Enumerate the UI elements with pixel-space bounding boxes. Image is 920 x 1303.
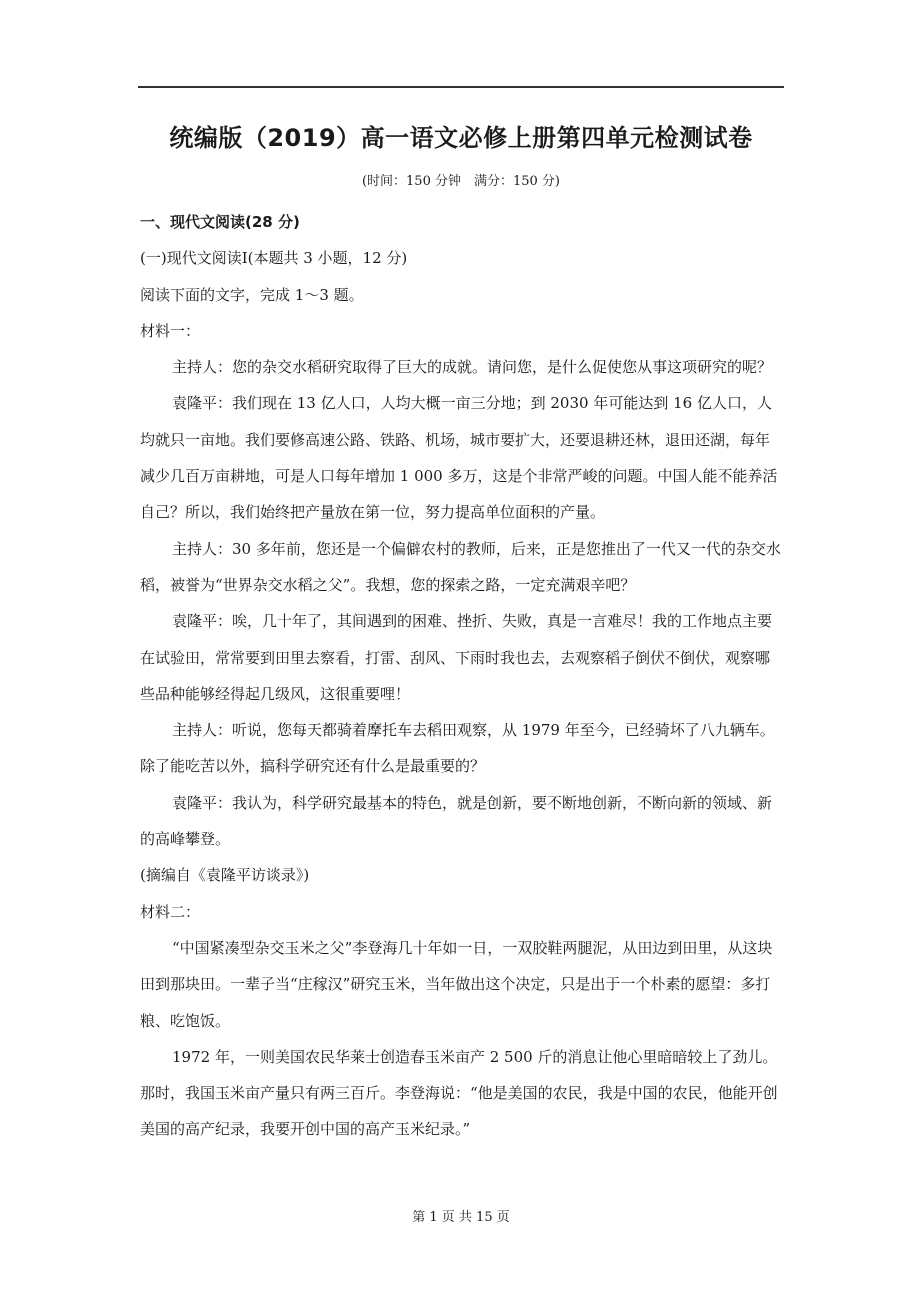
document-body <box>140 204 784 1148</box>
paragraph: “中国紧凑型杂交玉米之父”李登海几十年如一日，一双胶鞋两腿泥，从田边到田里，从这块田到那块田。一辈子当“庄稼汉”研究玉米，当年做出这个决定，只是出于一个朴素的愿望：多打粮、吃饱饭。 <box>140 938 773 1030</box>
exam-info: (时间：150 分钟 满分：150 分) <box>361 174 561 189</box>
paragraph: 袁隆平：唉，几十年了，其间遇到的困难、挫折、失败，真是一言难尽！我的工作地点主要在试验田，常常要到田里去察看，打雷、刮风、下雨时我也去，去观察稻子倒伏不倒伏，观察哪些品种能够经得起几级风，这很重要哩！ <box>140 612 773 703</box>
subsection-heading: (一)现代文阅读Ⅰ(本题共 3 小题，12 分) <box>140 249 408 268</box>
paragraph: 主持人：30 多年前，您还是一个偏僻农村的教师，后来，正是您推出了一代又一代的杂交水稻，被誉为“世界杂交水稻之父”。我想，您的探索之路，一定充满艰辛吧？ <box>140 539 781 594</box>
header-rule <box>138 86 784 88</box>
material-two-label: 材料二： <box>140 902 201 921</box>
paragraph: 袁隆平：我们现在 13 亿人口，人均大概一亩三分地；到 2030 年可能达到 16 亿人口，人均就只一亩地。我们要修高速公路、铁路、机场，城市要扩大，还要退耕还林，退田还湖，每年减少几百万亩耕地，可是人口每年增加 1 000 多万，这是个非常严峻的问题。中国人能不能养活自己？所以，我们始终把产量放在第一位，努力提高单位面积的产量。 <box>140 394 778 522</box>
page-number: 第 1 页 共 15 页 <box>412 1210 510 1225</box>
instruction-text: 阅读下面的文字，完成 1～3 题。 <box>140 285 364 304</box>
paragraph: 主持人：听说，您每天都骑着摩托车去稻田观察，从 1979 年至今，已经骑坏了八九辆车。除了能吃苦以外，搞科学研究还有什么是最重要的？ <box>140 721 775 776</box>
paragraph: 袁隆平：我认为，科学研究最基本的特色，就是创新，要不断地创新，不断向新的领域、新的高峰攀登。 <box>140 793 773 849</box>
paragraph: 主持人：您的杂交水稻研究取得了巨大的成就。请问您，是什么促使您从事这项研究的呢？ <box>172 358 773 377</box>
material-one-label: 材料一： <box>140 321 201 340</box>
document-title: 统编版（2019）高一语文必修上册第四单元检测试卷 <box>169 124 753 152</box>
source-citation: (摘编自《袁隆平访谈录》) <box>140 866 310 885</box>
section-heading: 一、现代文阅读(28 分) <box>140 213 300 231</box>
paragraph: 1972 年，一则美国农民华莱士创造春玉米亩产 2 500 斤的消息让他心里暗暗较上了劲儿。那时，我国玉米亩产量只有两三百斤。李登海说：“他是美国的农民，我是中国的农民，他能开创美国的高产纪录，我要开创中国的高产玉米纪录。” <box>140 1047 778 1139</box>
